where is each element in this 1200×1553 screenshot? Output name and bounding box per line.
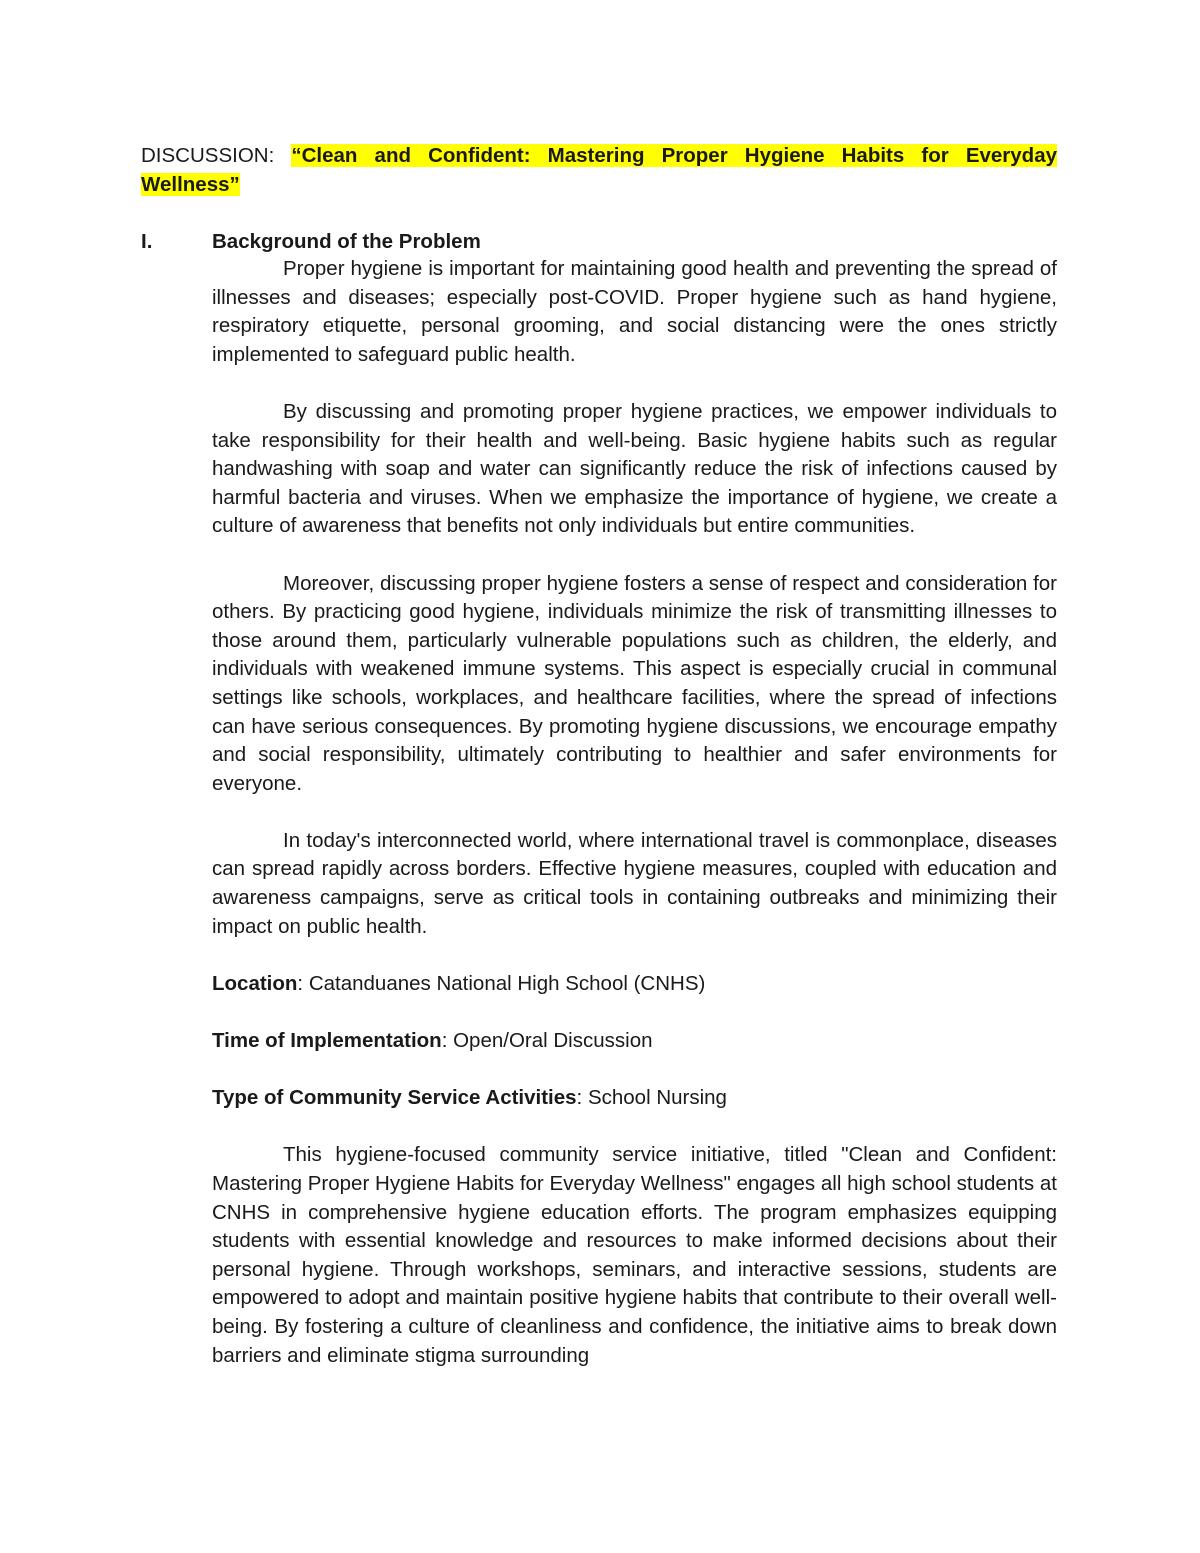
location-label: Location bbox=[212, 971, 298, 995]
section-heading bbox=[141, 227, 1057, 256]
activity-type-field bbox=[212, 1084, 1057, 1113]
section-numeral: I. bbox=[141, 230, 153, 253]
activity-type-value: : School Nursing bbox=[576, 1086, 727, 1110]
closing-paragraph: This hygiene-focused community service initiative, titled "Clean and Confident: Mastering Proper Hygiene Habits for Everyday Wellness" engages all high school students at CNHS in comprehensive hygiene education efforts. The program emphasizes equipping students with essential knowledge and resources to make informed decisions about their personal hygiene. Through workshops, seminars, and interactive sessions, students are empowered to adopt and maintain positive hygiene habits that contribute to their overall well-being. By fostering a culture of cleanliness and confidence, the initiative aims to break down barriers and eliminate stigma surrounding bbox=[212, 1143, 1057, 1367]
title-highlight: “Clean and Confident: Mastering Proper Hygiene Habits for Everyday Wellness” bbox=[141, 144, 1057, 196]
section-heading-text: Background of the Problem bbox=[212, 230, 481, 253]
location-field bbox=[212, 970, 1057, 999]
body-paragraph: Proper hygiene is important for maintaining good health and preventing the spread of illnesses and diseases; especially post-COVID. Proper hygiene such as hand hygiene, respiratory etiquette, personal grooming, and social distancing were the ones strictly implemented to safeguard public health. bbox=[212, 257, 1057, 366]
body-paragraph: By discussing and promoting proper hygiene practices, we empower individuals to take responsibility for their health and well-being. Basic hygiene habits such as regular handwashing with soap and water can significantly reduce the risk of infections caused by harmful bacteria and viruses. When we emphasize the importance of hygiene, we create a culture of awareness that benefits not only individuals but entire communities. bbox=[212, 399, 1057, 538]
time-label: Time of Implementation bbox=[212, 1029, 442, 1053]
location-value: : Catanduanes National High School (CNHS) bbox=[297, 971, 706, 995]
document-title bbox=[141, 141, 1057, 199]
time-field bbox=[212, 1027, 1057, 1056]
body-paragraph: Moreover, discussing proper hygiene fosters a sense of respect and consideration for others. By practicing good hygiene, individuals minimize the risk of transmitting illnesses to those around them, particularly vulnerable populations such as children, the elderly, and individuals with weakened immune systems. This aspect is especially crucial in communal settings like schools, workplaces, and healthcare facilities, where the spread of infections can have serious consequences. By promoting hygiene discussions, we encourage empathy and social responsibility, ultimately contributing to healthier and safer environments for everyone. bbox=[212, 571, 1057, 795]
activity-type-label: Type of Community Service Activities bbox=[212, 1086, 577, 1110]
title-prefix: DISCUSSION: bbox=[141, 144, 292, 167]
body-paragraph: In today's interconnected world, where international travel is commonplace, diseases can spread rapidly across borders. Effective hygiene measures, coupled with education and awareness campaigns, serve as critical tools in containing outbreaks and minimizing their impact on public health. bbox=[212, 828, 1057, 938]
time-value: : Open/Oral Discussion bbox=[441, 1029, 653, 1053]
document-body bbox=[212, 255, 1057, 1370]
